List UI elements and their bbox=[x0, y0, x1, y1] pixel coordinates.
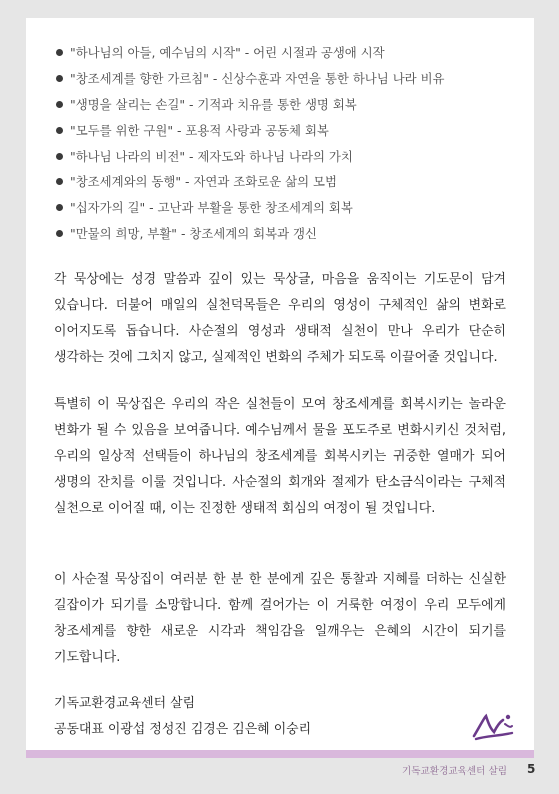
salim-logo-icon bbox=[470, 712, 518, 742]
item-title: "창조세계와의 동행" bbox=[70, 174, 182, 190]
item-desc: - 기적과 치유를 통한 생명 회복 bbox=[185, 96, 357, 112]
item-desc: - 고난과 부활을 통한 창조세계의 회복 bbox=[145, 200, 353, 216]
item-title: "창조세계를 향한 가르침" bbox=[70, 70, 209, 86]
item-desc: - 자연과 조화로운 삶의 모범 bbox=[181, 174, 337, 190]
list-item bbox=[56, 66, 445, 92]
item-title: "만물의 희망, 부활" bbox=[70, 226, 177, 242]
item-desc: - 제자도와 하나님 나라의 가치 bbox=[185, 148, 353, 164]
list-item bbox=[56, 40, 445, 66]
item-title: "십자가의 길" bbox=[70, 200, 146, 216]
list-item bbox=[56, 92, 445, 118]
item-title: "하나님의 아들, 예수님의 시작" bbox=[70, 45, 241, 60]
item-title: "하나님 나라의 비전" bbox=[70, 148, 186, 164]
footer-accent-bar bbox=[26, 750, 534, 758]
list-item bbox=[56, 144, 445, 170]
bullet-dot-icon bbox=[56, 204, 63, 211]
item-desc: - 창조세계의 회복과 갱신 bbox=[177, 226, 317, 242]
bullet-dot-icon bbox=[56, 101, 63, 108]
item-title: "모두를 위한 구원" bbox=[70, 122, 174, 138]
document-page bbox=[26, 18, 534, 758]
list-item bbox=[56, 169, 445, 195]
bullet-dot-icon bbox=[56, 153, 63, 160]
bullet-dot-icon bbox=[56, 75, 63, 82]
chapter-list bbox=[56, 40, 445, 247]
paragraph-blessing: 이 사순절 묵상집이 여러분 한 분 한 분에게 깊은 통찰과 지혜를 더하는 신실한 길잡이가 되기를 소망합니다. 함께 걸어가는 이 거룩한 여정이 우리 모두에게 창조세계를 향한 새로운 시각과 책임감을 일깨우는 은혜의 시간이 되기를 기도합니다. bbox=[54, 572, 506, 665]
list-item bbox=[56, 118, 445, 144]
bullet-dot-icon bbox=[56, 230, 63, 237]
bullet-dot-icon bbox=[56, 49, 63, 56]
item-title: "생명을 살리는 손길" bbox=[70, 96, 186, 112]
list-item bbox=[56, 195, 445, 221]
item-desc: - 신상수훈과 자연을 통한 하나님 나라 비유 bbox=[208, 70, 445, 86]
paragraph-meditation-contents: 각 묵상에는 성경 말씀과 깊이 있는 묵상글, 마음을 움직이는 기도문이 담겨 있습니다. 더불어 매일의 실천덕목들은 우리의 영성이 구체적인 삶의 변화로 이어지도록 돕습니다. 사순절의 영성과 생태적 실천이 만나 우리가 단순히 생각하는 것에 그치지 않고, 실제적인 변화의 주체가 되도록 이끌어줄 것입니다. bbox=[54, 272, 506, 365]
bullet-dot-icon bbox=[56, 127, 63, 134]
footer-org-name: 기독교환경교육센터 살림 bbox=[402, 766, 507, 777]
signature-representatives: 공동대표 이광섭 정성진 김경은 김은혜 이숭리 bbox=[54, 721, 312, 737]
page-number: 5 bbox=[527, 762, 536, 776]
signature-org: 기독교환경교육센터 살림 bbox=[54, 696, 196, 711]
signature-block bbox=[54, 691, 311, 743]
item-desc: - 포용적 사랑과 공동체 회복 bbox=[173, 122, 329, 138]
bullet-dot-icon bbox=[56, 178, 63, 185]
list-item bbox=[56, 221, 445, 247]
item-desc: - 어린 시절과 공생애 시작 bbox=[240, 45, 385, 60]
paragraph-practice-change: 특별히 이 묵상집은 우리의 작은 실천들이 모여 창조세계를 회복시키는 놀라운 변화가 될 수 있음을 보여줍니다. 예수님께서 물을 포도주로 변화시키신 것처럼, 우리의 일상적 선택들이 하나님의 창조세계를 회복시키는 귀중한 열매가 되어 생명의 잔치를 이룰 것입니다. 사순절의 회개와 절제가 탄소금식이라는 구체적 실천으로 이어질 때, 이는 진정한 생태적 회심의 여정이 될 것입니다. bbox=[54, 397, 506, 516]
